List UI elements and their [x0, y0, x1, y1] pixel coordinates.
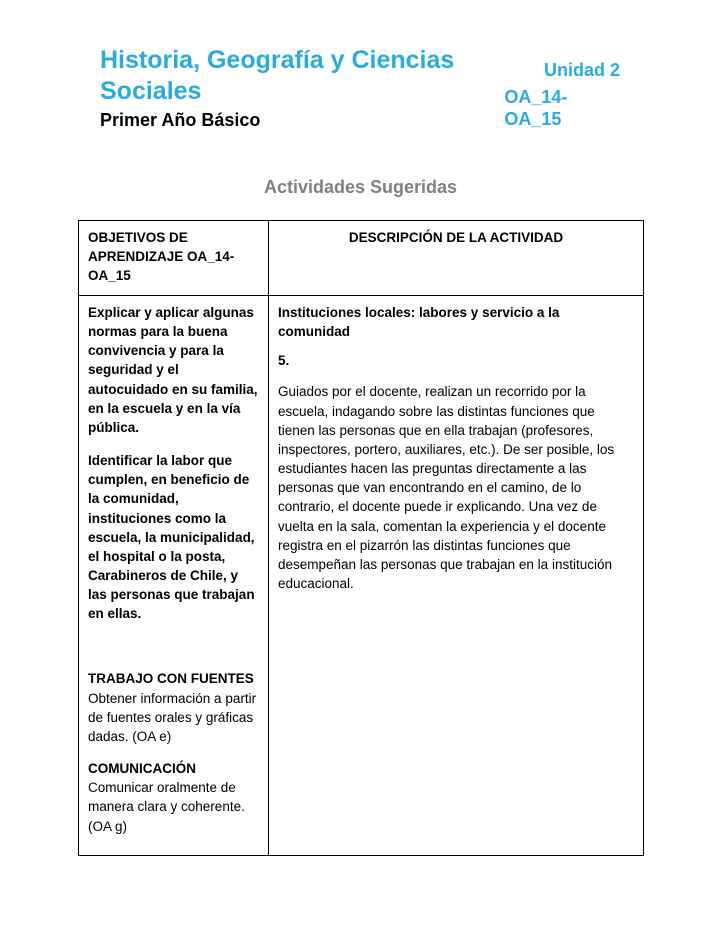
- document-subtitle: Primer Año Básico: [100, 109, 261, 130]
- document-title: Historia, Geografía y Ciencias Sociales: [100, 46, 455, 106]
- comunicacion-heading: COMUNICACIÓN: [88, 761, 196, 777]
- comunicacion-text: Comunicar oralmente de manera clara y coherente. (OA g): [88, 780, 245, 834]
- trabajo-con-fuentes-text: Obtener información a partir de fuentes orales y gráficas dadas. (OA e): [88, 690, 257, 744]
- objectives-column-header: OBJETIVOS DE APRENDIZAJE OA_14-OA_15: [79, 220, 269, 295]
- section-title: Actividades Sugeridas: [263, 176, 458, 197]
- activity-body-text: Guiados por el docente, realizan un recorrido por la escuela, indagando sobre las distintas funciones que tienen las personas que en ella trabajan (profesores, inspectores, portero, auxiliares, etc.). De ser posible, los estudiantes hacen las preguntas directamente a las personas que van encontrando en el camino, de lo contrario, el docente puede ir explicando. Una vez de vuelta en la sala, comentan la experiencia y el docente registra en el pizarrón las distintas funciones que desempeñan las personas que trabajan en la institución educacional.: [278, 384, 615, 591]
- document-header: [78, 45, 643, 131]
- activities-table: [78, 220, 644, 856]
- description-column-header: DESCRIPCIÓN DE LA ACTIVIDAD: [269, 220, 644, 295]
- header-left: [100, 45, 504, 131]
- objective-paragraph-1: Explicar y aplicar algunas normas para la buena convivencia y para la seguridad y el autocuidado en su familia, en la escuela y en la vía pública.: [88, 304, 258, 435]
- objective-paragraph-2: Identificar la labor que cumplen, en beneficio de la comunidad, instituciones como la escuela, la municipalidad, el hospital o la posta, Carabineros de Chile, y las personas que trabajan en ellas.: [88, 453, 255, 622]
- trabajo-con-fuentes-heading: TRABAJO CON FUENTES: [88, 671, 254, 687]
- table-body-row: [79, 295, 644, 855]
- oa-code-label: OA_14-OA_15: [504, 87, 568, 129]
- table-header-row: [79, 220, 644, 295]
- unit-label: Unidad 2: [543, 59, 620, 80]
- activity-number: 5.: [278, 353, 290, 369]
- header-right: [504, 60, 620, 131]
- activity-title: Instituciones locales: labores y servicio a la comunidad: [278, 304, 560, 340]
- objectives-cell: [79, 295, 269, 855]
- activity-description-cell: [269, 295, 644, 855]
